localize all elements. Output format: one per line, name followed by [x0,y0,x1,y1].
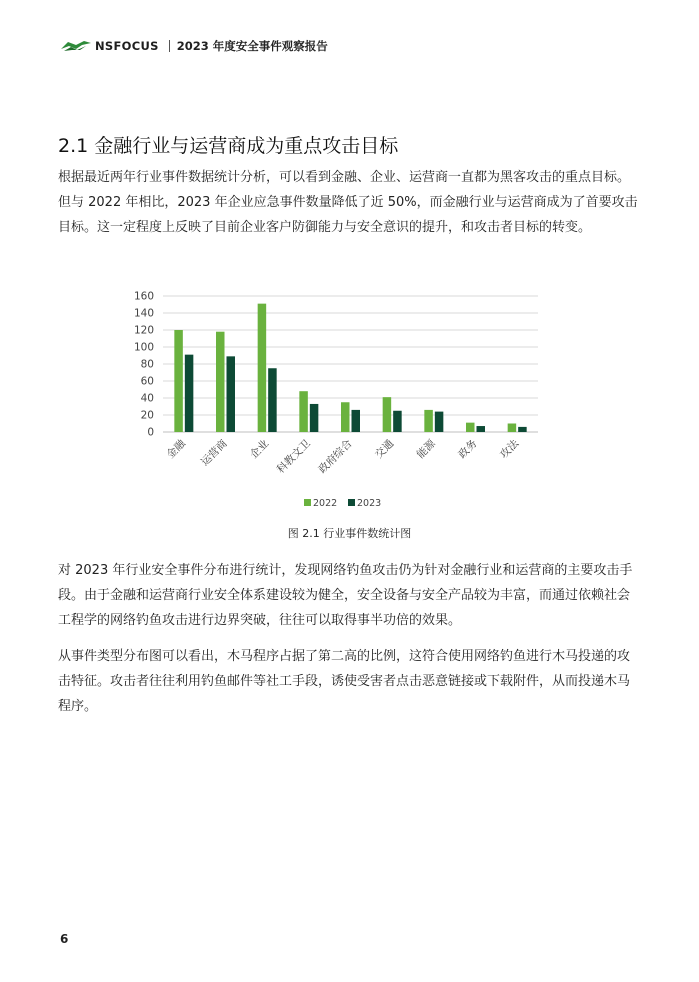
figure-caption: 图 2.1 行业事件数统计图 [287,527,412,540]
bar-2023 [352,410,361,432]
y-tick-label: 40 [140,392,154,405]
paragraph-event-types: 从事件类型分布图可以看出，木马程序占据了第二高的比例，这符合使用网络钓鱼进行木马投递的攻击特征。攻击者往往利用钓鱼邮件等社工手段，诱使受害者点击恶意链接或下载附件，从而投递木马程序。 [58,649,631,714]
x-tick-label: 攻法 [497,437,522,461]
bar-chart [118,283,558,518]
bar-2022 [424,410,433,432]
bar-2023 [185,355,194,432]
page-header [60,36,328,56]
bar-2023 [227,356,236,432]
y-tick-label: 20 [140,409,154,422]
page-number: 6 [60,932,69,946]
bar-2022 [508,424,516,433]
industry-events-chart [118,283,558,522]
legend-label: 2023 [357,498,382,509]
bar-2023 [310,404,319,432]
paragraph-intro: 根据最近两年行业事件数据统计分析，可以看到金融、企业、运营商一直都为黑客攻击的重点目标。但与 2022 年相比，2023 年企业应急事件数量降低了近 50%，而金融行业与运营商成为了首要攻击目标。这一定程度上反映了目前企业客户防御能力与安全意识的提升，和攻击者目标的转变。 [58,170,638,235]
x-tick-label: 金融 [164,437,188,461]
x-tick-label: 企业 [247,437,272,461]
bar-2022 [383,397,392,432]
legend-label: 2022 [313,498,338,509]
y-tick-label: 140 [133,307,154,320]
paragraph-distribution: 对 2023 年行业安全事件分布进行统计，发现网络钓鱼攻击仍为针对金融行业和运营商的主要攻击手段。由于金融和运营商行业安全体系建设较为健全，安全设备与安全产品较为丰富，而通过依赖社会工程学的网络钓鱼攻击进行边界突破，往往可以取得事半功倍的效果。 [58,563,633,628]
logo-emblem-icon [60,39,92,53]
bar-2023 [518,427,527,432]
legend-swatch [304,499,311,506]
bar-2022 [466,423,475,432]
section-title: 2.1 金融行业与运营商成为重点攻击目标 [58,135,399,157]
y-tick-label: 100 [133,341,154,354]
header-divider [169,40,170,52]
legend-swatch [348,499,355,506]
bar-2022 [341,402,350,432]
y-tick-label: 0 [147,426,154,439]
bar-2022 [216,332,225,432]
bar-2023 [268,368,277,432]
x-tick-label: 能源 [414,437,438,461]
bar-2023 [435,412,444,432]
x-tick-label: 运营商 [198,437,230,469]
nsfocus-logo [60,39,159,53]
x-tick-label: 交通 [372,437,397,461]
bar-2022 [174,330,183,432]
bar-2022 [299,391,308,432]
y-tick-label: 60 [140,375,154,388]
bar-2023 [477,426,486,432]
x-tick-label: 科教文卫 [274,437,313,476]
bar-2022 [258,304,267,432]
x-tick-label: 政务 [456,437,480,461]
y-tick-label: 80 [140,358,154,371]
y-tick-label: 160 [133,290,154,303]
x-tick-label: 政府综合 [316,437,355,476]
logo-text: NSFOCUS [95,39,159,53]
y-tick-label: 120 [133,324,154,337]
report-title: 2023 年度安全事件观察报告 [176,39,328,53]
bar-2023 [393,411,402,432]
